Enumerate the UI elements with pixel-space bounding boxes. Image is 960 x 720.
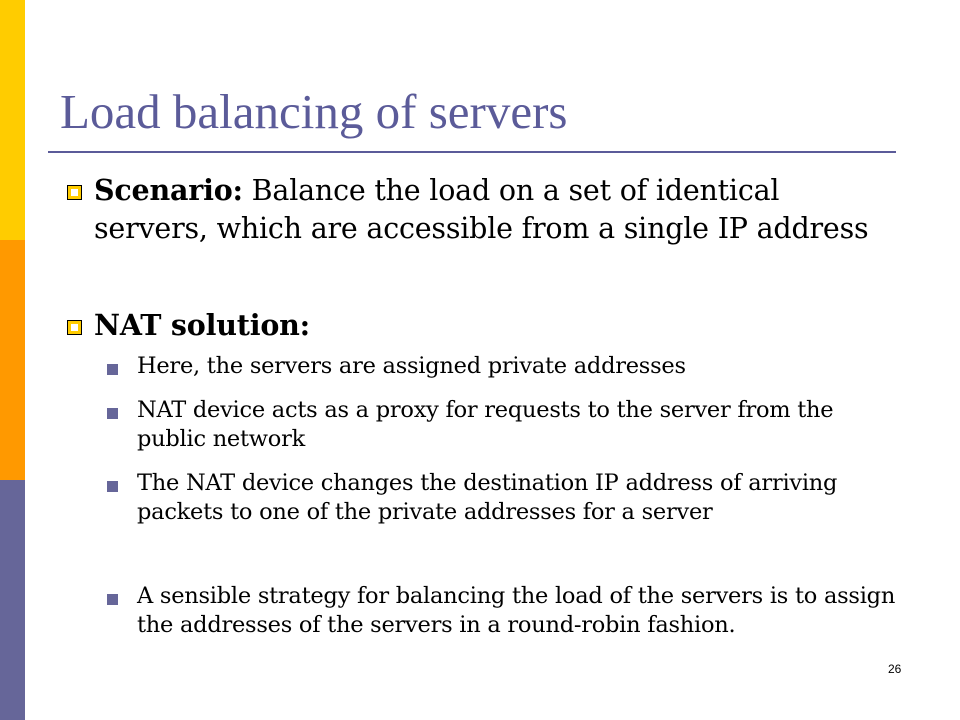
square-bullet-icon (107, 364, 118, 375)
square-bullet-icon (67, 185, 82, 200)
sub-bullet-text: The NAT device changes the destination IP address of arriving packets to one of the private addresses for a server (137, 470, 838, 525)
accent-bar-purple (0, 480, 25, 720)
square-bullet-icon (67, 320, 82, 335)
sub-bullet-text: A sensible strategy for balancing the load of the servers is to assign the addresses of the servers in a round-robin fashion. (137, 583, 896, 638)
square-bullet-icon (107, 481, 118, 492)
page-number: 26 (888, 662, 902, 676)
bullet-nat-solution-text (94, 306, 895, 345)
sub-bullet (107, 396, 907, 454)
bullet-scenario-lead: Scenario: (94, 173, 243, 207)
sub-bullet (107, 582, 907, 640)
accent-bar-yellow (0, 0, 25, 240)
sub-bullet-text: Here, the servers are assigned private addresses (137, 353, 686, 379)
bullet-scenario-text (94, 171, 895, 248)
bullet-nat-solution (67, 306, 895, 345)
bullet-nat-solution-lead: NAT solution: (94, 308, 310, 342)
bullet-scenario-body: Balance the load on a set of identical servers, which are accessible from a single IP address (94, 174, 869, 245)
sub-bullet (107, 352, 907, 381)
title-underline (48, 151, 896, 153)
sub-bullet (107, 469, 907, 527)
accent-bar-orange (0, 240, 25, 480)
bullet-scenario (67, 171, 895, 248)
sub-bullet-text: NAT device acts as a proxy for requests to the server from the public network (137, 397, 834, 452)
square-bullet-icon (107, 594, 118, 605)
slide-title: Load balancing of servers (60, 84, 568, 139)
square-bullet-icon (107, 408, 118, 419)
